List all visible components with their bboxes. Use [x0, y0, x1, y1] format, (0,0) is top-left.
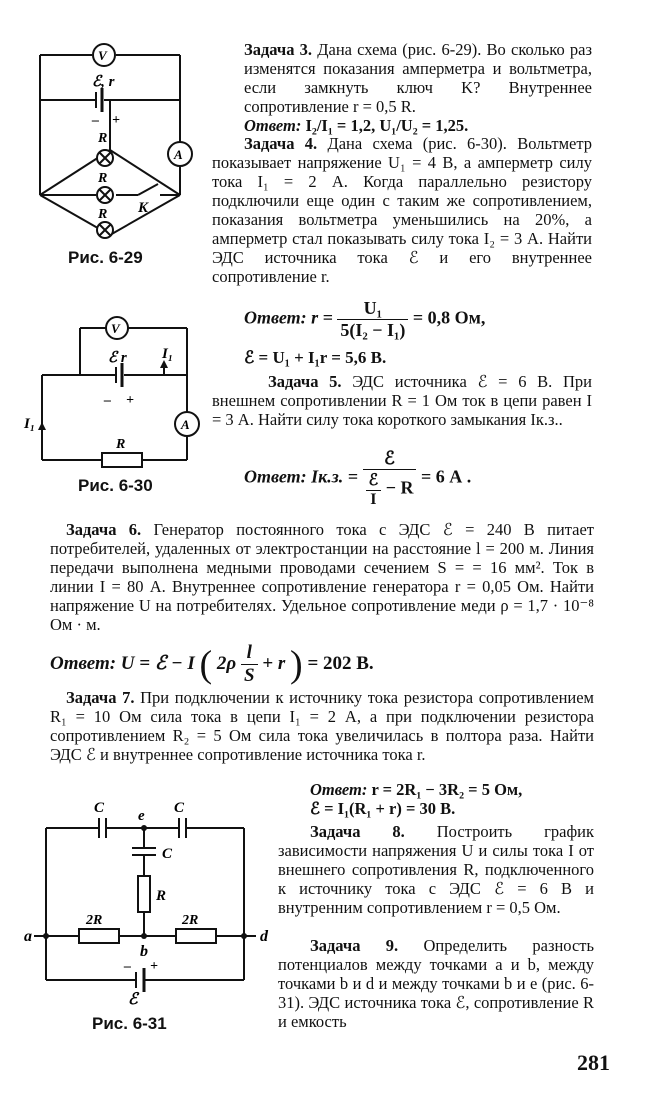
emf-label: ℰ, r: [92, 74, 115, 90]
task-6-fraction-num: l: [241, 642, 258, 665]
circuit-6-29: [20, 30, 200, 255]
task-4-fraction-num: U₁: [337, 298, 408, 320]
task-4-title: Задача 4.: [244, 134, 318, 153]
task-4-fraction: [337, 298, 408, 341]
figure-6-31: [24, 798, 274, 1008]
task-6-answer: [50, 642, 374, 687]
task-3-answer-label: Ответ:: [244, 116, 302, 135]
task-5-inner-num: ℰ: [366, 470, 382, 491]
task-6: [50, 520, 594, 634]
task-6-close-paren: ): [290, 643, 303, 686]
resistor-r-label: R: [156, 888, 167, 904]
figure-6-29-caption: Рис. 6-29: [68, 248, 143, 267]
task-7-title: Задача 7.: [66, 688, 135, 707]
current-label-top: I₁: [162, 346, 174, 362]
task-5-inner-fraction: [366, 470, 382, 509]
task-5-den-tail: − R: [385, 477, 414, 498]
task-5-lhs: Iк.з. =: [311, 466, 358, 487]
task-4-rhs: = 0,8 Ом,: [412, 307, 486, 328]
task-6-text: Генератор постоянного тока с ЭДС ℰ = 240 В питает потребителей, удаленных от электростанции на расстояние l = 200 м. Линия передачи выполнена медными проводами сечением S = = 16 мм². Ток в линии I = 80 А. Внутреннее сопротивление генератора r = 0,05 Ом. Найти напряжение U на потребителях. Удельное сопротивление меди ρ = 1,7 · 10⁻⁸ Ом · м.: [50, 520, 595, 634]
task-8: [278, 822, 594, 917]
task-9-title: Задача 9.: [310, 936, 399, 955]
task-3-text: Дана схема (рис. 6-29). Во сколько раз изменятся показания амперметра и вольтметра, если замкнуть ключ K? Внутреннее сопротивление r = 0,5 R.: [244, 40, 593, 116]
figure-6-30: [22, 310, 212, 480]
point-b-label: b: [140, 943, 148, 960]
task-6-fraction-den: S: [243, 665, 255, 686]
emf-label: ℰ: [128, 991, 138, 1008]
task-5-fraction: [363, 448, 417, 509]
voltmeter-label: V: [111, 321, 120, 336]
task-3-answer: I₂/I₁ = 1,2, U₁/U₂ = 1,25.: [305, 116, 469, 135]
circuit-6-30: [22, 310, 212, 480]
task-6-title: Задача 6.: [66, 520, 142, 539]
task-4-answer-label: Ответ:: [244, 307, 307, 328]
task-5-answer-label: Ответ:: [244, 466, 307, 487]
point-e-label: e: [138, 808, 145, 824]
task-3: [244, 40, 592, 135]
minus-sign: –: [92, 113, 99, 128]
task-5-fraction-den: [363, 470, 417, 509]
task-8-title: Задача 8.: [310, 822, 405, 841]
point-a-label: a: [24, 928, 32, 945]
task-7-answer-2: ℰ = I₁(R₁ + r) = 30 В.: [310, 799, 456, 818]
task-5-answer: [244, 448, 471, 509]
task-6-coef: 2ρ: [216, 652, 237, 674]
task-7: [50, 688, 594, 764]
voltmeter-label: V: [98, 48, 107, 63]
task-4-answer-2: ℰ = U₁ + I₁r = 5,6 В.: [244, 348, 387, 367]
task-3-title: Задача 3.: [244, 40, 313, 59]
emf-label: ℰ r: [108, 350, 127, 366]
task-5-title: Задача 5.: [268, 372, 342, 391]
task-6-rhs: = 202 В.: [307, 652, 374, 674]
task-5-rhs: = 6 А .: [420, 466, 472, 487]
resistor-2r-right-label: 2R: [182, 913, 199, 928]
task-5-fraction-num: ℰ: [363, 448, 417, 470]
figure-6-29: [20, 30, 200, 255]
minus-sign: –: [104, 393, 111, 408]
switch-label: K: [138, 200, 149, 216]
task-6-open-paren: (: [199, 643, 213, 686]
capacitor-label-left: C: [94, 800, 105, 816]
task-5-inner-den: I: [370, 491, 377, 508]
task-8-text: Построить график зависимости напряжения U и силы тока I от внешнего сопротивления R, подключенного к источнику тока с ЭДС ℰ = 6 В и внутренним сопротивлением r = 0,5 Ом.: [278, 822, 594, 917]
task-6-lhs: U = ℰ − I: [120, 652, 195, 674]
plus-sign: +: [126, 393, 134, 408]
resistor-label-top: R: [98, 131, 108, 146]
task-4-fraction-den: 5(I₂ − I₁): [340, 320, 406, 340]
page-number: 281: [577, 1050, 610, 1075]
task-4-answer: [244, 298, 485, 341]
task-9: [278, 936, 594, 1031]
capacitor-label-right: C: [174, 800, 185, 816]
task-7-answer-1: r = 2R₁ − 3R₂ = 5 Ом,: [371, 780, 523, 799]
capacitor-label-middle: C: [162, 846, 173, 862]
figure-6-31-caption: Рис. 6-31: [92, 1014, 167, 1033]
task-5-text: ЭДС источника ℰ = 6 В. При внешнем сопротивлении R = 1 Ом ток в цепи равен I = 3 А. Найти силу тока короткого замыкания Iк.з..: [212, 372, 593, 429]
task-9-text: Определить разность потенциалов между точками a и b, между точками b и d и между точками b и e (рис. 6-31). ЭДС источника тока ℰ, сопротивление R и емкость: [278, 936, 595, 1031]
point-d-label: d: [260, 928, 268, 945]
resistor-label-mid: R: [98, 171, 108, 186]
minus-sign: –: [124, 959, 131, 974]
resistor-label-bottom: R: [98, 207, 108, 222]
task-4-lhs: r =: [311, 307, 333, 328]
plus-sign: +: [112, 113, 120, 128]
circuit-6-31: [24, 798, 274, 1008]
task-7-text: При подключении к источнику тока резистора сопротивлением R₁ = 10 Ом сила тока в цепи I₁ = 2 А, а при подключении резистора сопротивлением R₂ = 5 Ом сила тока увеличилась в полтора раза. Найти ЭДС ℰ и внутреннее сопротивление источника тока r.: [50, 688, 594, 764]
task-7-answer: [310, 780, 600, 818]
current-label-left: I₁: [24, 416, 36, 432]
task-6-answer-label: Ответ:: [50, 652, 117, 674]
task-4-text: Дана схема (рис. 6-30). Вольтметр показывает напряжение U₁ = 4 В, а амперметр силу тока I₁ = 2 А. Когда параллельно резистору подключили еще один с таким же сопротивлением, показания вольтметра уменьшились на 20%, а амперметр стал показывать силу тока I₂ = 3 А. Найти ЭДС источника тока ℰ и его внутреннее сопротивление r.: [212, 134, 593, 286]
task-6-plus-r: + r: [262, 652, 286, 674]
task-6-fraction: [241, 642, 258, 687]
task-4: [212, 134, 592, 286]
task-5: [212, 372, 592, 429]
ammeter-label: A: [181, 417, 190, 432]
resistor-2r-left-label: 2R: [86, 913, 103, 928]
resistor-label: R: [116, 437, 126, 452]
task-7-answer-label: Ответ:: [310, 780, 368, 799]
ammeter-label: A: [174, 147, 183, 162]
figure-6-30-caption: Рис. 6-30: [78, 476, 153, 495]
plus-sign: +: [150, 959, 158, 974]
